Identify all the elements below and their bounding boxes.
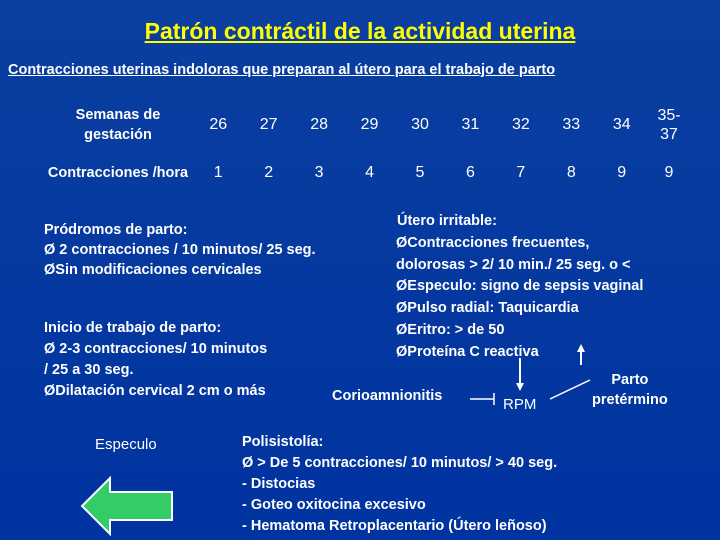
table-cell: 27 xyxy=(259,116,278,133)
utero-item: ØProteína C reactiva xyxy=(396,343,539,360)
polisistolia-item: - Goteo oxitocina excesivo xyxy=(242,497,426,513)
table-cell: 4 xyxy=(365,164,374,181)
table-row xyxy=(43,101,691,149)
utero-heading: Útero irritable: xyxy=(397,213,497,229)
connector-line xyxy=(550,380,590,399)
prodromos-item: ØSin modificaciones cervicales xyxy=(44,262,262,278)
connector-arrow-head xyxy=(516,383,524,391)
back-button[interactable] xyxy=(80,474,176,538)
inicio-item: Ø 2-3 contracciones/ 10 minutos xyxy=(44,341,268,357)
prodromos-heading: Pródromos de parto: xyxy=(44,222,188,238)
polisistolia-block xyxy=(242,432,557,537)
especulo-label: Especulo xyxy=(95,436,157,453)
table-cell: 32 xyxy=(511,116,530,133)
table-cell: 28 xyxy=(310,116,328,133)
utero-block xyxy=(396,211,643,364)
inicio-block xyxy=(44,318,267,402)
utero-item: ØPulso radial: Taquicardia xyxy=(396,300,579,317)
table-cell: 6 xyxy=(465,164,475,181)
parto-line: pretérmino xyxy=(592,392,668,408)
table-cell xyxy=(647,101,691,149)
polisistolia-item: - Distocias xyxy=(242,476,316,492)
corio-label: Corioamnionitis xyxy=(332,388,443,404)
table-cell: 8 xyxy=(566,164,576,181)
table-cell: 26 xyxy=(209,116,228,133)
utero-item: ØEritro: > de 50 xyxy=(396,321,505,338)
table-cell: 29 xyxy=(360,116,379,133)
week-range-label: 35-37 xyxy=(657,107,681,143)
page-subtitle: Contracciones uterinas indoloras que preparan al útero para el trabajo de parto xyxy=(8,62,556,78)
table-cell: 33 xyxy=(562,116,581,133)
table-cell: 2 xyxy=(264,164,274,181)
table-cell: 5 xyxy=(415,164,425,181)
table-cell: 1 xyxy=(213,164,223,181)
rpm-label: RPM xyxy=(503,396,537,413)
prodromos-block xyxy=(44,220,316,280)
polisistolia-heading: Polisistolía: xyxy=(242,434,324,450)
inicio-item: ØDilatación cervical 2 cm o más xyxy=(44,383,266,399)
utero-item: ØContracciones frecuentes, xyxy=(396,234,590,251)
table-cell: 7 xyxy=(516,164,526,181)
table-cell: 30 xyxy=(411,116,429,133)
row-label-weeks: Semanas de gestación xyxy=(75,107,161,143)
table-cell: 9 xyxy=(664,164,674,181)
left-arrow-icon[interactable] xyxy=(82,478,172,534)
utero-item: ØEspeculo: signo de sepsis vaginal xyxy=(396,278,644,295)
table-cell: 3 xyxy=(314,164,324,181)
polisistolia-item: - Hematoma Retroplacentario (Útero leñoso) xyxy=(242,518,547,534)
table-cell: 31 xyxy=(461,116,480,133)
table-row xyxy=(43,149,691,197)
table-cell: 34 xyxy=(612,116,631,133)
parto-line: Parto xyxy=(611,372,649,388)
table-cell: 9 xyxy=(617,164,627,181)
weeks-table xyxy=(43,101,691,197)
polisistolia-item: Ø > De 5 contracciones/ 10 minutos/ > 40 seg. xyxy=(242,455,558,471)
prodromos-item: Ø 2 contracciones / 10 minutos/ 25 seg. xyxy=(44,242,316,258)
page-title: Patrón contráctil de la actividad uterina xyxy=(144,18,576,44)
parto-label xyxy=(592,370,668,410)
inicio-item: / 25 a 30 seg. xyxy=(44,362,134,378)
inicio-heading: Inicio de trabajo de parto: xyxy=(44,320,222,336)
utero-item: dolorosas > 2/ 10 min./ 25 seg. o < xyxy=(396,256,631,273)
row-label-contractions: Contracciones /hora xyxy=(47,165,189,181)
